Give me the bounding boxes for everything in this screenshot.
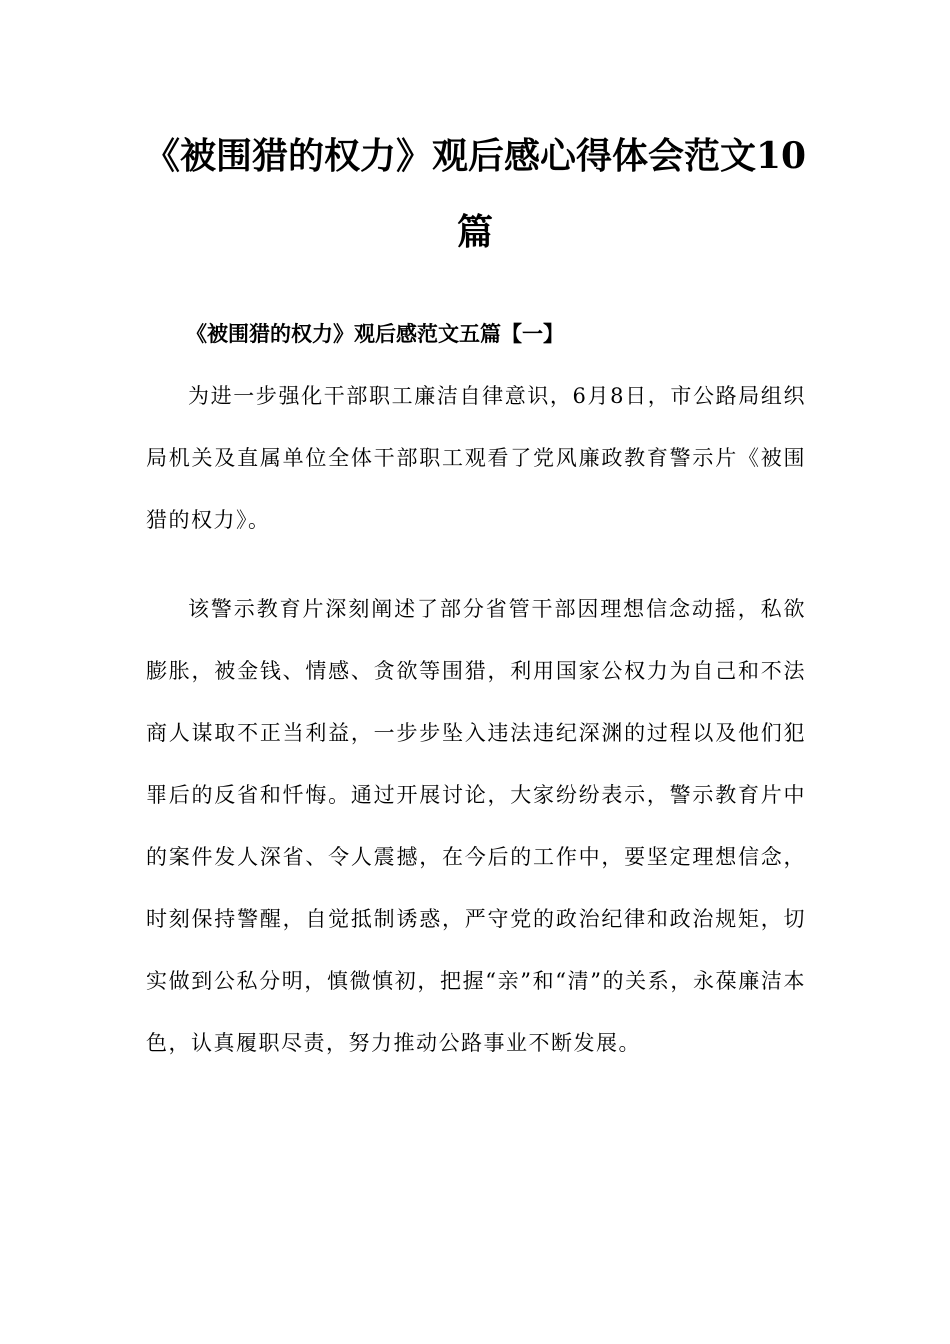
document-title: 《被围猎的权力》观后感心得体会范文10篇 (143, 135, 807, 253)
body-paragraph-2: 该警示教育片深刻阐述了部分省管干部因理想信念动摇，私欲膨胀，被金钱、情感、贪欲等围猎，利用国家公权力为自己和不法商人谋取不正当利益，一步步坠入违法违纪深渊的过程以及他们犯罪后的反省和忏悔。通过开展讨论，大家纷纷表示，警示教育片中的案件发人深省、令人震撼，在今后的工作中，要坚定理想信念，时刻保持警醒，自觉抵制诱惑，严守党的政治纪律和政治规矩，切实做到公私分明，慎微慎初，把握“亲”和“清”的关系，永葆廉洁本色，认真履职尽责，努力推动公路事业不断发展。 (146, 597, 806, 1055)
body-paragraph-1: 为进一步强化干部职工廉洁自律意识，6月8日，市公路局组织局机关及直属单位全体干部职工观看了党风廉政教育警示片《被围猎的权力》。 (146, 384, 806, 532)
section-heading: 《被围猎的权力》观后感范文五篇【一】 (186, 321, 564, 346)
